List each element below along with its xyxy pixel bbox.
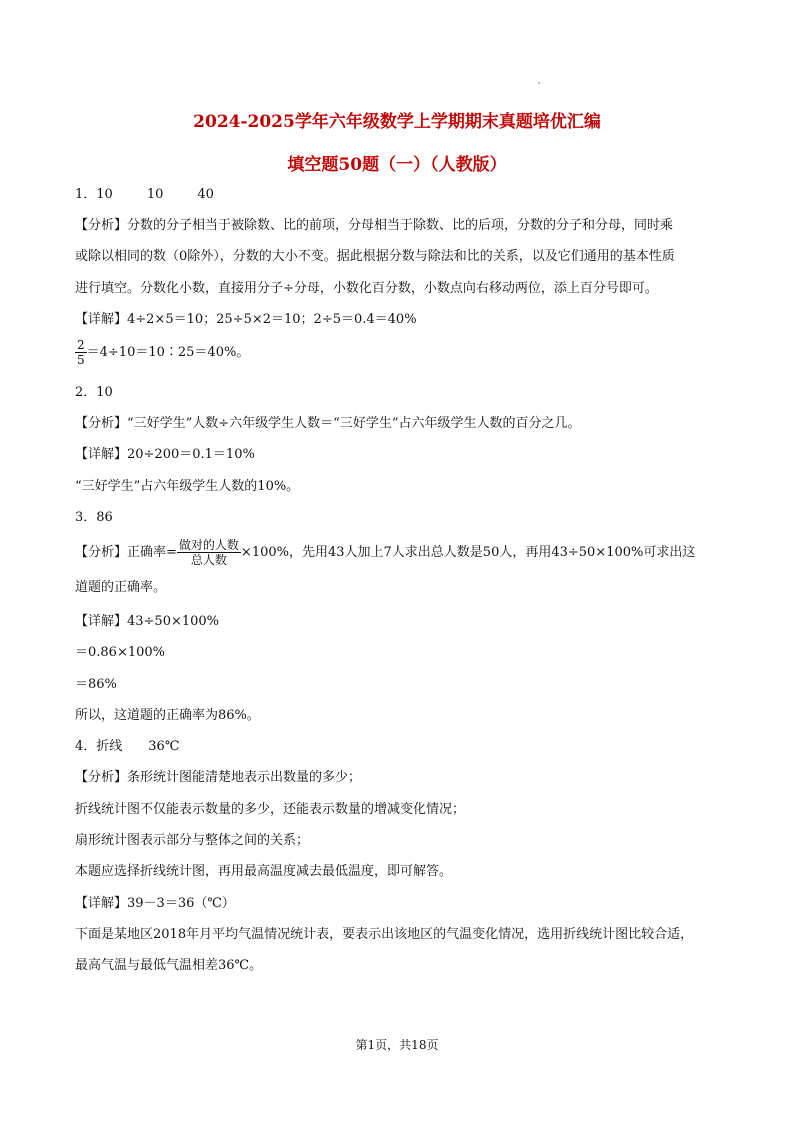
q4-answer-line — [75, 739, 179, 755]
q4-analysis-line-4: 本题应选择折线统计图，再用最高温度减去最低温度，即可解答。 — [75, 864, 453, 879]
q3-detail-line-3: ＝86% — [75, 677, 117, 692]
q1-analysis-line-2: 或除以相同的数（0除外），分数的大小不变。据此根据分数与除法和比的关系，以及它们通用的基本性质 — [75, 249, 675, 264]
q4-analysis-line-3: 扇形统计图表示部分与整体之间的关系； — [75, 833, 310, 848]
q1-detail-line-2 — [75, 338, 249, 367]
q1-fraction-denominator: 5 — [77, 353, 85, 367]
q3-analysis-suffix: ×100%，先用43人加上7人求出总人数是50人，再用43÷50×100%可求出这 — [240, 545, 696, 560]
q1-detail-line-1: 【详解】4÷2×5＝10；25÷5×2＝10；2÷5＝0.4＝40% — [75, 312, 417, 327]
scan-dot — [538, 82, 540, 84]
q1-answer-c: 40 — [197, 187, 214, 202]
q4-analysis-line-2: 折线统计图不仅能表示数量的多少，还能表示数量的增减变化情况； — [75, 802, 466, 817]
q4-answer-a: 4．折线 — [75, 739, 123, 754]
q1-answer-b: 10 — [146, 187, 164, 202]
q4-conclusion-line-2: 最高气温与最低气温相差36℃。 — [75, 958, 263, 973]
q3-conclusion-line: 所以，这道题的正确率为86%。 — [75, 708, 260, 723]
q3-analysis-prefix: 【分析】正确率= — [75, 545, 177, 560]
q3-fraction — [177, 538, 241, 567]
q1-answer-a: 1．10 — [75, 187, 113, 202]
q3-analysis-line-1 — [75, 538, 695, 567]
q3-fraction-denominator: 总人数 — [190, 553, 227, 567]
q3-analysis-line-2: 道题的正确率。 — [75, 580, 167, 595]
q4-detail-line: 【详解】39－3＝36（℃） — [75, 896, 235, 911]
q3-detail-line-1: 【详解】43÷50×100% — [75, 614, 220, 629]
q2-conclusion-line: “三好学生”占六年级学生人数的10%。 — [75, 479, 300, 494]
q4-conclusion-line-1: 下面是某地区2018年月平均气温情况统计表，要表示出该地区的气温变化情况，选用折线统计图比较合适， — [75, 927, 694, 942]
q1-fraction-numerator: 2 — [77, 338, 85, 352]
page-footer: 第1页，共18页 — [355, 1038, 439, 1052]
document-title: 2024-2025学年六年级数学上学期期末真题培优汇编 — [193, 112, 601, 132]
q2-answer-line: 2．10 — [75, 385, 113, 400]
q2-detail-line: 【详解】20÷200＝0.1＝10% — [75, 447, 255, 462]
q1-fraction — [75, 338, 87, 367]
document-subtitle: 填空题50题（一）（人教版） — [287, 155, 507, 175]
q1-analysis-line-1: 【分析】分数的分子相当于被除数、比的前项，分母相当于除数、比的后项，分数的分子和分母，同时乘 — [75, 218, 674, 233]
q3-detail-line-2: ＝0.86×100% — [75, 645, 166, 660]
q1-analysis-line-3: 进行填空。分数化小数，直接用分子÷分母，小数化百分数，小数点向右移动两位，添上百分号即可。 — [75, 281, 658, 296]
q1-detail-line-2-text: ＝4÷10＝10∶25＝40%。 — [86, 345, 250, 360]
q4-answer-b: 36℃ — [148, 739, 180, 754]
q3-answer-line: 3．86 — [75, 510, 113, 525]
q4-analysis-line-1: 【分析】条形统计图能清楚地表示出数量的多少； — [75, 770, 362, 785]
q2-analysis-line: 【分析】“三好学生”人数÷六年级学生人数＝“三好学生”占六年级学生人数的百分之几。 — [75, 416, 581, 431]
q1-answer-line — [75, 187, 214, 203]
q3-fraction-numerator: 做对的人数 — [178, 538, 239, 552]
